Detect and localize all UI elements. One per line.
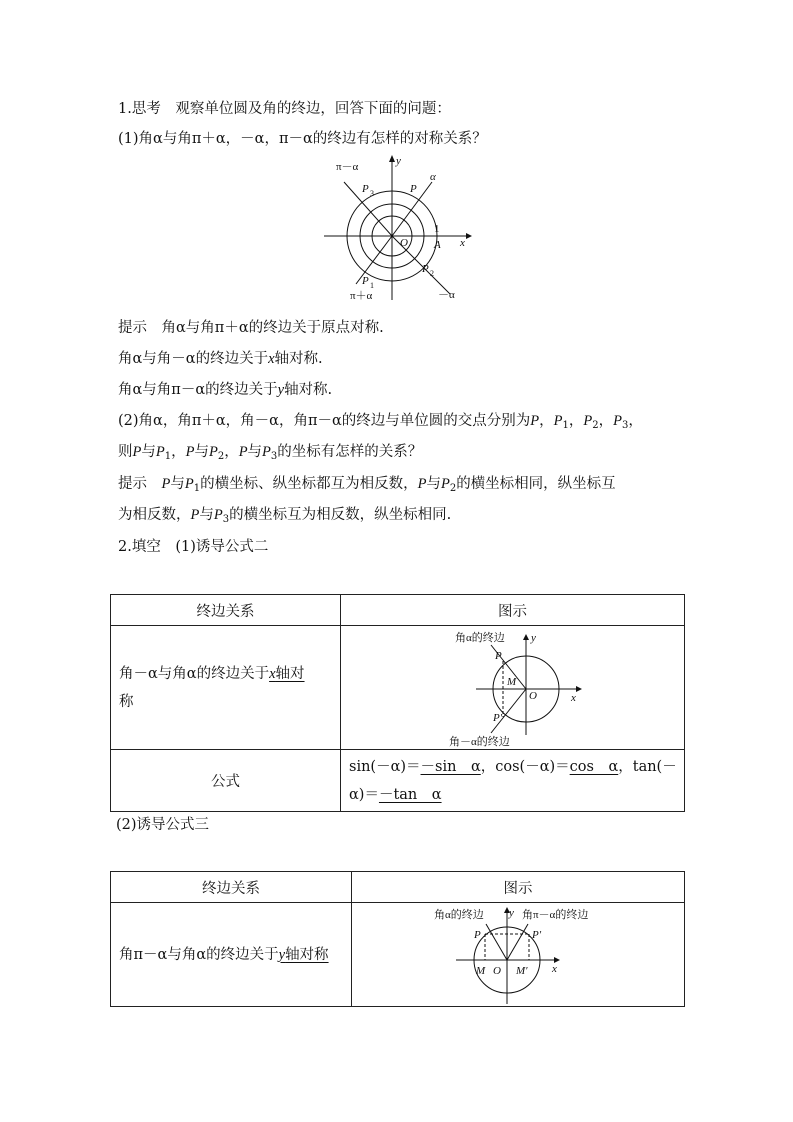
svg-text:x: x <box>571 691 576 704</box>
hint2-line1: 提示 P与$P_1$的横坐标、纵坐标都互为相反数，P与$P_2$的横坐标相同，纵坐标互 <box>118 476 616 494</box>
fig1-label: O <box>400 237 408 249</box>
svg-text:M: M <box>476 964 486 977</box>
table2-relation-cell: 角π－α与角α的终边关于y轴对称 <box>111 903 352 1007</box>
q2-heading: 2.填空 (1)诱导公式二 <box>118 539 269 555</box>
table2-header-relation: 终边关系 <box>111 872 352 903</box>
q1-sub2-line1: (2)角α，角π＋α，角－α，角π－α的终边与单位圆的交点分别为P，$P_1$，$P_2$，$P_3$， <box>118 413 643 431</box>
svg-text:P′: P′ <box>493 711 503 724</box>
fig1-label: α <box>430 171 436 183</box>
svg-text:角π－α的终边: 角π－α的终边 <box>522 908 589 921</box>
unit-circle-figure <box>320 152 480 302</box>
table1-relation-cell: 角－α与角α的终边关于x轴对 称 <box>111 626 341 750</box>
fig1-label: π－α <box>336 161 359 173</box>
fig1-label: y <box>396 155 401 167</box>
figure-formula-three <box>352 904 684 1006</box>
fig1-label: 1 <box>370 281 374 290</box>
svg-text:角α的终边: 角α的终边 <box>455 631 505 644</box>
table1-header-figure: 图示 <box>341 595 685 626</box>
x-arrow <box>466 233 472 239</box>
fig1-label: 3 <box>370 189 374 198</box>
fig1-label: P <box>422 263 429 275</box>
fig1-label: 2 <box>430 269 434 278</box>
svg-text:M′: M′ <box>516 964 528 977</box>
q1-sub1: (1)角α与角π＋α，－α，π－α的终边有怎样的对称关系？ <box>118 131 487 147</box>
fig1-label: A <box>434 239 441 251</box>
table2-figure-cell <box>352 903 685 1007</box>
figure-formula-two <box>341 627 684 749</box>
hint1-c: 角α与角π－α的终边关于y轴对称. <box>118 382 333 398</box>
svg-text:角－α的终边: 角－α的终边 <box>449 735 510 748</box>
fig1-label: －α <box>438 289 455 301</box>
svg-text:y: y <box>509 906 514 919</box>
q2-sub3: (2)诱导公式三 <box>116 817 210 833</box>
fig1-label: P <box>362 275 369 287</box>
svg-text:y: y <box>531 631 536 644</box>
hint1-a: 提示 角α与角π＋α的终边关于原点对称. <box>118 320 384 336</box>
svg-text:P: P <box>495 649 502 662</box>
table1-formula-cell: sin(－α)＝－sin α，cos(－α)＝cos α，tan(－ α)＝－tan α <box>341 750 685 812</box>
fig1-label: x <box>460 237 465 249</box>
svg-text:M: M <box>507 675 517 688</box>
q1-heading: 1.思考 观察单位圆及角的终边，回答下面的问题： <box>118 101 451 117</box>
svg-text:O: O <box>529 689 537 702</box>
hint1-b: 角α与角－α的终边关于x轴对称. <box>118 351 323 367</box>
formula-two-table <box>110 594 685 812</box>
fig1-label: π＋α <box>350 290 373 302</box>
svg-text:P: P <box>474 928 481 941</box>
formula-three-table <box>110 871 685 1007</box>
svg-text:O: O <box>493 964 501 977</box>
table1-header-relation: 终边关系 <box>111 595 341 626</box>
fig1-label: P <box>410 183 417 195</box>
table1-figure-cell <box>341 626 685 750</box>
fig1-label: 1 <box>434 223 440 235</box>
svg-text:P′: P′ <box>532 928 542 941</box>
svg-text:x: x <box>552 962 557 975</box>
hint2-line2: 为相反数，P与$P_3$的横坐标互为相反数，纵坐标相同. <box>118 507 452 525</box>
q1-sub2-line2: 则P与$P_1$，P与$P_2$，P与$P_3$的坐标有怎样的关系？ <box>118 444 423 462</box>
table1-formula-label: 公式 <box>111 750 341 812</box>
table2-header-figure: 图示 <box>352 872 685 903</box>
svg-text:角α的终边: 角α的终边 <box>434 908 484 921</box>
y-arrow <box>389 155 395 162</box>
fig1-label: P <box>362 183 369 195</box>
